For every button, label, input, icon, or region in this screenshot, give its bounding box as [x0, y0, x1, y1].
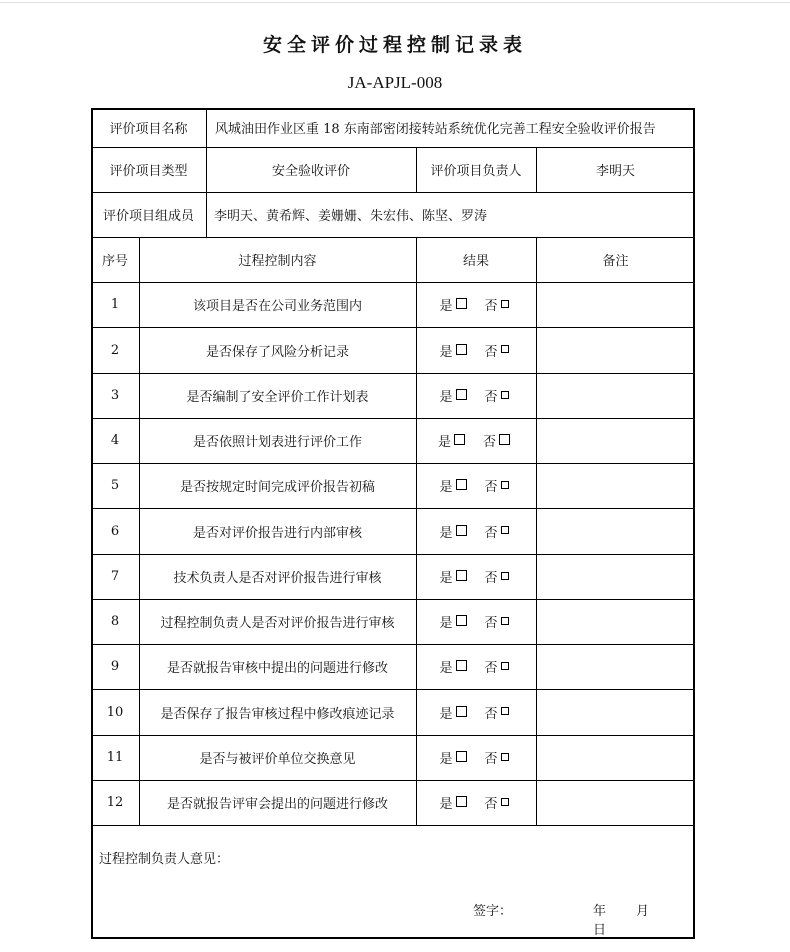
no-label: 否 — [484, 706, 498, 722]
row-content: 是否保存了风险分析记录 — [205, 344, 349, 360]
month-label: 月 — [636, 904, 650, 919]
project-type-value: 安全验收评价 — [271, 164, 350, 179]
yes-label: 是 — [439, 706, 453, 722]
no-label: 否 — [483, 435, 497, 450]
no-label: 否 — [484, 344, 498, 360]
row-content: 是否保存了报告审核过程中修改痕迹记录 — [160, 706, 395, 722]
no-label: 否 — [484, 571, 498, 586]
row-content: 是否依照计划表进行评价工作 — [192, 435, 362, 450]
row-number: 8 — [110, 614, 120, 629]
no-label: 否 — [484, 390, 498, 405]
header-remark: 备注 — [602, 254, 629, 269]
row-content: 技术负责人是否对评价报告进行审核 — [173, 571, 382, 586]
no-label: 否 — [484, 752, 498, 767]
project-members-label: 评价项目组成员 — [102, 209, 194, 224]
row-content: 是否按规定时间完成评价报告初稿 — [179, 480, 375, 495]
header-no: 序号 — [101, 254, 128, 269]
signature-label: 签字： — [473, 904, 513, 919]
yes-label: 是 — [439, 525, 453, 541]
document-code: JA-APJL-008 — [347, 73, 443, 92]
project-leader-value: 李明天 — [595, 164, 635, 179]
row-number: 1 — [110, 297, 120, 312]
header-content: 过程控制内容 — [238, 254, 317, 269]
row-number: 9 — [110, 659, 120, 674]
no-label: 否 — [484, 616, 498, 631]
project-name-value: 风城油田作业区重 18 东南部密闭接转站系统优化完善工程安全验收评价报告 — [215, 122, 656, 137]
no-label: 否 — [484, 480, 498, 495]
row-number: 10 — [106, 704, 124, 720]
no-label: 否 — [484, 525, 498, 541]
table-border — [91, 108, 695, 939]
day-label: 日 — [593, 923, 607, 938]
yes-label: 是 — [439, 299, 453, 314]
yes-label: 是 — [437, 435, 451, 450]
project-leader-label: 评价项目负责人 — [430, 164, 522, 179]
row-number: 3 — [110, 388, 120, 403]
project-name-label: 评价项目名称 — [109, 122, 188, 137]
row-content: 是否对评价报告进行内部审核 — [192, 525, 362, 541]
yes-label: 是 — [439, 480, 453, 495]
year-label: 年 — [593, 904, 607, 919]
yes-label: 是 — [439, 616, 453, 631]
row-number: 5 — [110, 478, 120, 493]
document-title: 安全评价过程控制记录表 — [262, 34, 527, 56]
row-number: 2 — [110, 342, 120, 358]
project-members-value: 李明天、黄希辉、姜姗姗、朱宏伟、陈坚、罗涛 — [214, 209, 488, 224]
yes-label: 是 — [439, 797, 453, 812]
project-type-label: 评价项目类型 — [109, 164, 188, 179]
row-number: 11 — [106, 750, 124, 765]
no-label: 否 — [484, 299, 498, 314]
yes-label: 是 — [439, 571, 453, 586]
row-number: 6 — [110, 523, 120, 539]
row-number: 12 — [106, 795, 124, 810]
yes-label: 是 — [439, 661, 453, 676]
yes-label: 是 — [439, 344, 453, 360]
opinion-label: 过程控制负责人意见： — [99, 852, 230, 867]
row-content: 是否与被评价单位交换意见 — [199, 752, 356, 767]
no-label: 否 — [484, 661, 498, 676]
record-form — [91, 108, 695, 939]
row-number: 4 — [110, 433, 120, 448]
date-fields — [593, 900, 695, 938]
row-content: 该项目是否在公司业务范围内 — [192, 299, 362, 314]
row-content: 是否就报告评审会提出的问题进行修改 — [166, 797, 388, 812]
row-content: 是否编制了安全评价工作计划表 — [186, 390, 369, 405]
row-content: 是否就报告审核中提出的问题进行修改 — [166, 661, 388, 676]
header-result: 结果 — [462, 254, 489, 269]
yes-label: 是 — [439, 390, 453, 405]
no-label: 否 — [484, 797, 498, 812]
top-rule — [0, 2, 790, 3]
yes-label: 是 — [439, 752, 453, 767]
row-content: 过程控制负责人是否对评价报告进行审核 — [160, 616, 395, 631]
row-number: 7 — [110, 569, 120, 584]
